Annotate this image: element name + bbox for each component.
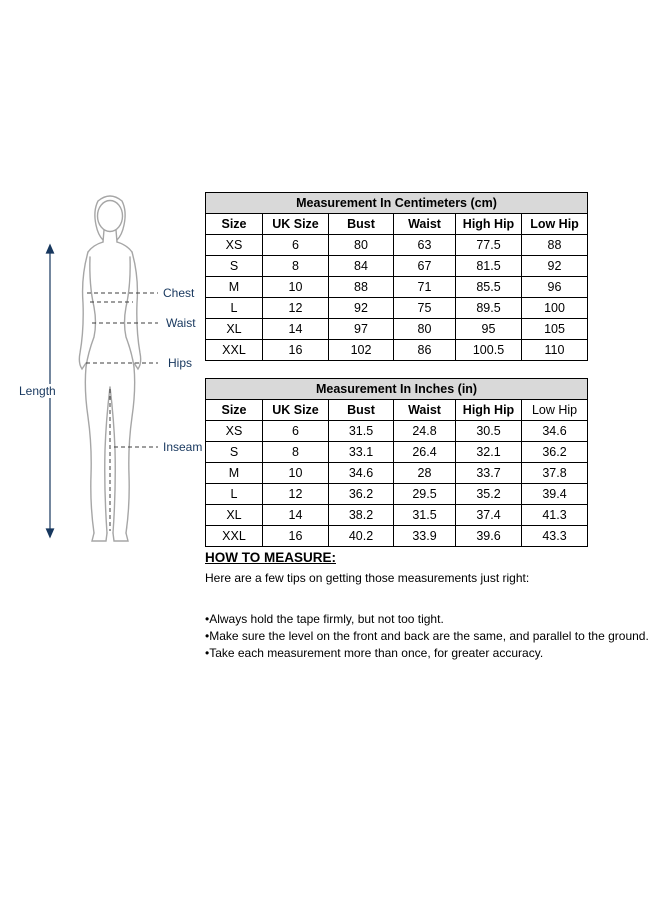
table-cell: XXL: [206, 340, 263, 361]
table-cell: 100: [522, 298, 588, 319]
measure-tip: • Always hold the tape firmly, but not too tight.: [205, 611, 660, 628]
table-row: [206, 442, 588, 463]
table-cell: 8: [263, 442, 329, 463]
figure-label-inseam: Inseam: [163, 440, 203, 454]
measure-tip: • Make sure the level on the front and back are the same, and parallel to the ground.: [205, 628, 660, 645]
table-cell: S: [206, 256, 263, 277]
size-table-inches: [205, 378, 588, 547]
figure-label-waist: Waist: [166, 316, 196, 330]
table-cell: XL: [206, 505, 263, 526]
table-cell: 6: [263, 235, 329, 256]
table-cell: 88: [329, 277, 394, 298]
table-cell: XS: [206, 235, 263, 256]
table-cell: 14: [263, 505, 329, 526]
table-cell: 31.5: [394, 505, 456, 526]
table-cell: 31.5: [329, 421, 394, 442]
table-cell: 14: [263, 319, 329, 340]
measure-tips-list: [205, 611, 660, 662]
column-header: Bust: [329, 400, 394, 421]
table-row: [206, 235, 588, 256]
table-cell: XXL: [206, 526, 263, 547]
table-cell: 40.2: [329, 526, 394, 547]
table-cell: XL: [206, 319, 263, 340]
column-header: Size: [206, 214, 263, 235]
how-to-measure-intro: Here are a few tips on getting those measurements just right:: [205, 571, 530, 585]
measure-tip: • Take each measurement more than once, for greater accuracy.: [205, 645, 660, 662]
size-table-centimeters: [205, 192, 588, 361]
column-header: Waist: [394, 400, 456, 421]
table-cell: 33.1: [329, 442, 394, 463]
table-row: [206, 277, 588, 298]
table-row: [206, 256, 588, 277]
table-cell: 12: [263, 298, 329, 319]
table-row: [206, 298, 588, 319]
table-row: [206, 340, 588, 361]
table-cell: L: [206, 298, 263, 319]
column-header: Size: [206, 400, 263, 421]
column-header: Waist: [394, 214, 456, 235]
table-cell: 8: [263, 256, 329, 277]
table-cell: 16: [263, 526, 329, 547]
table-cell: 63: [394, 235, 456, 256]
table-cell: 39.4: [522, 484, 588, 505]
table-cell: 37.4: [456, 505, 522, 526]
table-cell: 37.8: [522, 463, 588, 484]
figure-label-hips: Hips: [168, 356, 193, 370]
table-cell: 10: [263, 463, 329, 484]
table-cell: 77.5: [456, 235, 522, 256]
table-cell: 32.1: [456, 442, 522, 463]
column-header: UK Size: [263, 400, 329, 421]
table-row: [206, 484, 588, 505]
figure-label-length: Length: [19, 384, 56, 398]
table-cell: 75: [394, 298, 456, 319]
table-cell: 80: [394, 319, 456, 340]
measurement-dash-lines: [86, 293, 158, 531]
table-cell: S: [206, 442, 263, 463]
table-cell: L: [206, 484, 263, 505]
table-cell: 36.2: [329, 484, 394, 505]
table-cell: 71: [394, 277, 456, 298]
female-silhouette-illustration: [0, 185, 205, 555]
table-cell: 89.5: [456, 298, 522, 319]
table-cell: M: [206, 277, 263, 298]
table-title: Measurement In Centimeters (cm): [206, 193, 588, 214]
table-cell: 41.3: [522, 505, 588, 526]
column-header: High Hip: [456, 400, 522, 421]
table-row: [206, 463, 588, 484]
column-header: High Hip: [456, 214, 522, 235]
table-cell: 33.7: [456, 463, 522, 484]
table-cell: 28: [394, 463, 456, 484]
table-cell: 92: [329, 298, 394, 319]
table-cell: 86: [394, 340, 456, 361]
table-cell: 36.2: [522, 442, 588, 463]
table-cell: 81.5: [456, 256, 522, 277]
table-cell: 26.4: [394, 442, 456, 463]
column-header: UK Size: [263, 214, 329, 235]
table-cell: 34.6: [329, 463, 394, 484]
column-header: Bust: [329, 214, 394, 235]
table-cell: 95: [456, 319, 522, 340]
table-cell: 10: [263, 277, 329, 298]
table-cell: 84: [329, 256, 394, 277]
table-row: [206, 505, 588, 526]
table-cell: 29.5: [394, 484, 456, 505]
table-cell: 96: [522, 277, 588, 298]
table-cell: 102: [329, 340, 394, 361]
how-to-measure-section: [205, 550, 660, 662]
table-cell: 39.6: [456, 526, 522, 547]
table-cell: 12: [263, 484, 329, 505]
table-cell: 92: [522, 256, 588, 277]
table-title: Measurement In Inches (in): [206, 379, 588, 400]
table-row: [206, 319, 588, 340]
table-cell: 30.5: [456, 421, 522, 442]
table-cell: 80: [329, 235, 394, 256]
table-cell: 33.9: [394, 526, 456, 547]
body-measurement-figure: [0, 185, 205, 555]
table-cell: 85.5: [456, 277, 522, 298]
table-row: [206, 526, 588, 547]
table-cell: 16: [263, 340, 329, 361]
column-header: Low Hip: [522, 214, 588, 235]
table-title-row: [206, 379, 588, 400]
table-cell: M: [206, 463, 263, 484]
table-title-row: [206, 193, 588, 214]
table-cell: 6: [263, 421, 329, 442]
figure-label-chest: Chest: [163, 286, 195, 300]
table-cell: 67: [394, 256, 456, 277]
table-cell: 38.2: [329, 505, 394, 526]
table-cell: 35.2: [456, 484, 522, 505]
table-header-row: [206, 400, 588, 421]
table-row: [206, 421, 588, 442]
table-cell: 105: [522, 319, 588, 340]
table-cell: 43.3: [522, 526, 588, 547]
table-cell: 34.6: [522, 421, 588, 442]
table-cell: 88: [522, 235, 588, 256]
table-cell: 110: [522, 340, 588, 361]
column-header: Low Hip: [522, 400, 588, 421]
table-cell: 97: [329, 319, 394, 340]
table-cell: XS: [206, 421, 263, 442]
table-header-row: [206, 214, 588, 235]
table-cell: 24.8: [394, 421, 456, 442]
how-to-measure-heading: HOW TO MEASURE:: [205, 550, 336, 565]
table-cell: 100.5: [456, 340, 522, 361]
